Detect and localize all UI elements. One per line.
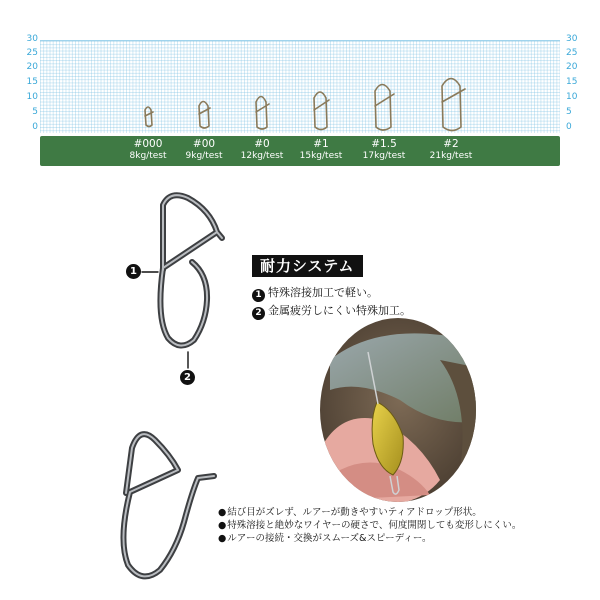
bullet-marker: ● [218, 520, 227, 531]
size-number: #0 [254, 138, 270, 150]
scale-tick: 20 [566, 62, 578, 72]
scale-tick: 5 [32, 107, 38, 117]
scale-tick: 15 [26, 77, 38, 87]
size-strength: 21kg/test [429, 151, 473, 161]
scale-tick: 25 [26, 48, 38, 58]
size-number: #2 [443, 138, 459, 150]
feature-text: 金属疲労しにくい特殊加工。 [268, 304, 411, 317]
size-strength: 8kg/test [129, 151, 167, 161]
scale-tick: 30 [26, 34, 38, 44]
note-2 [218, 519, 521, 532]
bullet-marker: ● [218, 533, 227, 544]
scale-tick: 30 [566, 34, 578, 44]
bullet-marker: ● [218, 507, 227, 518]
callout-marker-2: 2 [180, 370, 195, 385]
size-strength: 12kg/test [240, 151, 284, 161]
scale-tick: 10 [566, 92, 578, 102]
size-number: #00 [192, 138, 216, 150]
size-number: #1 [313, 138, 329, 150]
scale-tick: 15 [566, 77, 578, 87]
scale-tick: 10 [26, 92, 38, 102]
note-3 [218, 532, 431, 545]
scale-tick: 5 [566, 107, 572, 117]
size-number: #000 [133, 138, 163, 150]
size-strength: 9kg/test [185, 151, 223, 161]
note-1 [218, 506, 482, 519]
note-text: ルアーの接続・交換がスムーズ&スピーディー。 [227, 533, 432, 544]
feature-text: 特殊溶接加工で軽い。 [268, 286, 378, 299]
size-number: #1.5 [371, 138, 397, 150]
scale-tick: 0 [566, 122, 572, 132]
scale-tick: 20 [26, 62, 38, 72]
size-strength: 15kg/test [299, 151, 343, 161]
scale-tick: 25 [566, 48, 578, 58]
scale-tick: 0 [32, 122, 38, 132]
size-strength: 17kg/test [362, 151, 406, 161]
feature-number: 1 [252, 289, 265, 302]
feature-number: 2 [252, 307, 265, 320]
system-title: 耐力システム [252, 255, 363, 277]
note-text: 結び目がズレず、ルアーが動きやすいティアドロップ形状。 [227, 507, 482, 518]
callout-marker-1: 1 [126, 264, 141, 279]
note-text: 特殊溶接と絶妙なワイヤーの硬さで、何度開閉しても変形しにくい。 [227, 520, 522, 531]
